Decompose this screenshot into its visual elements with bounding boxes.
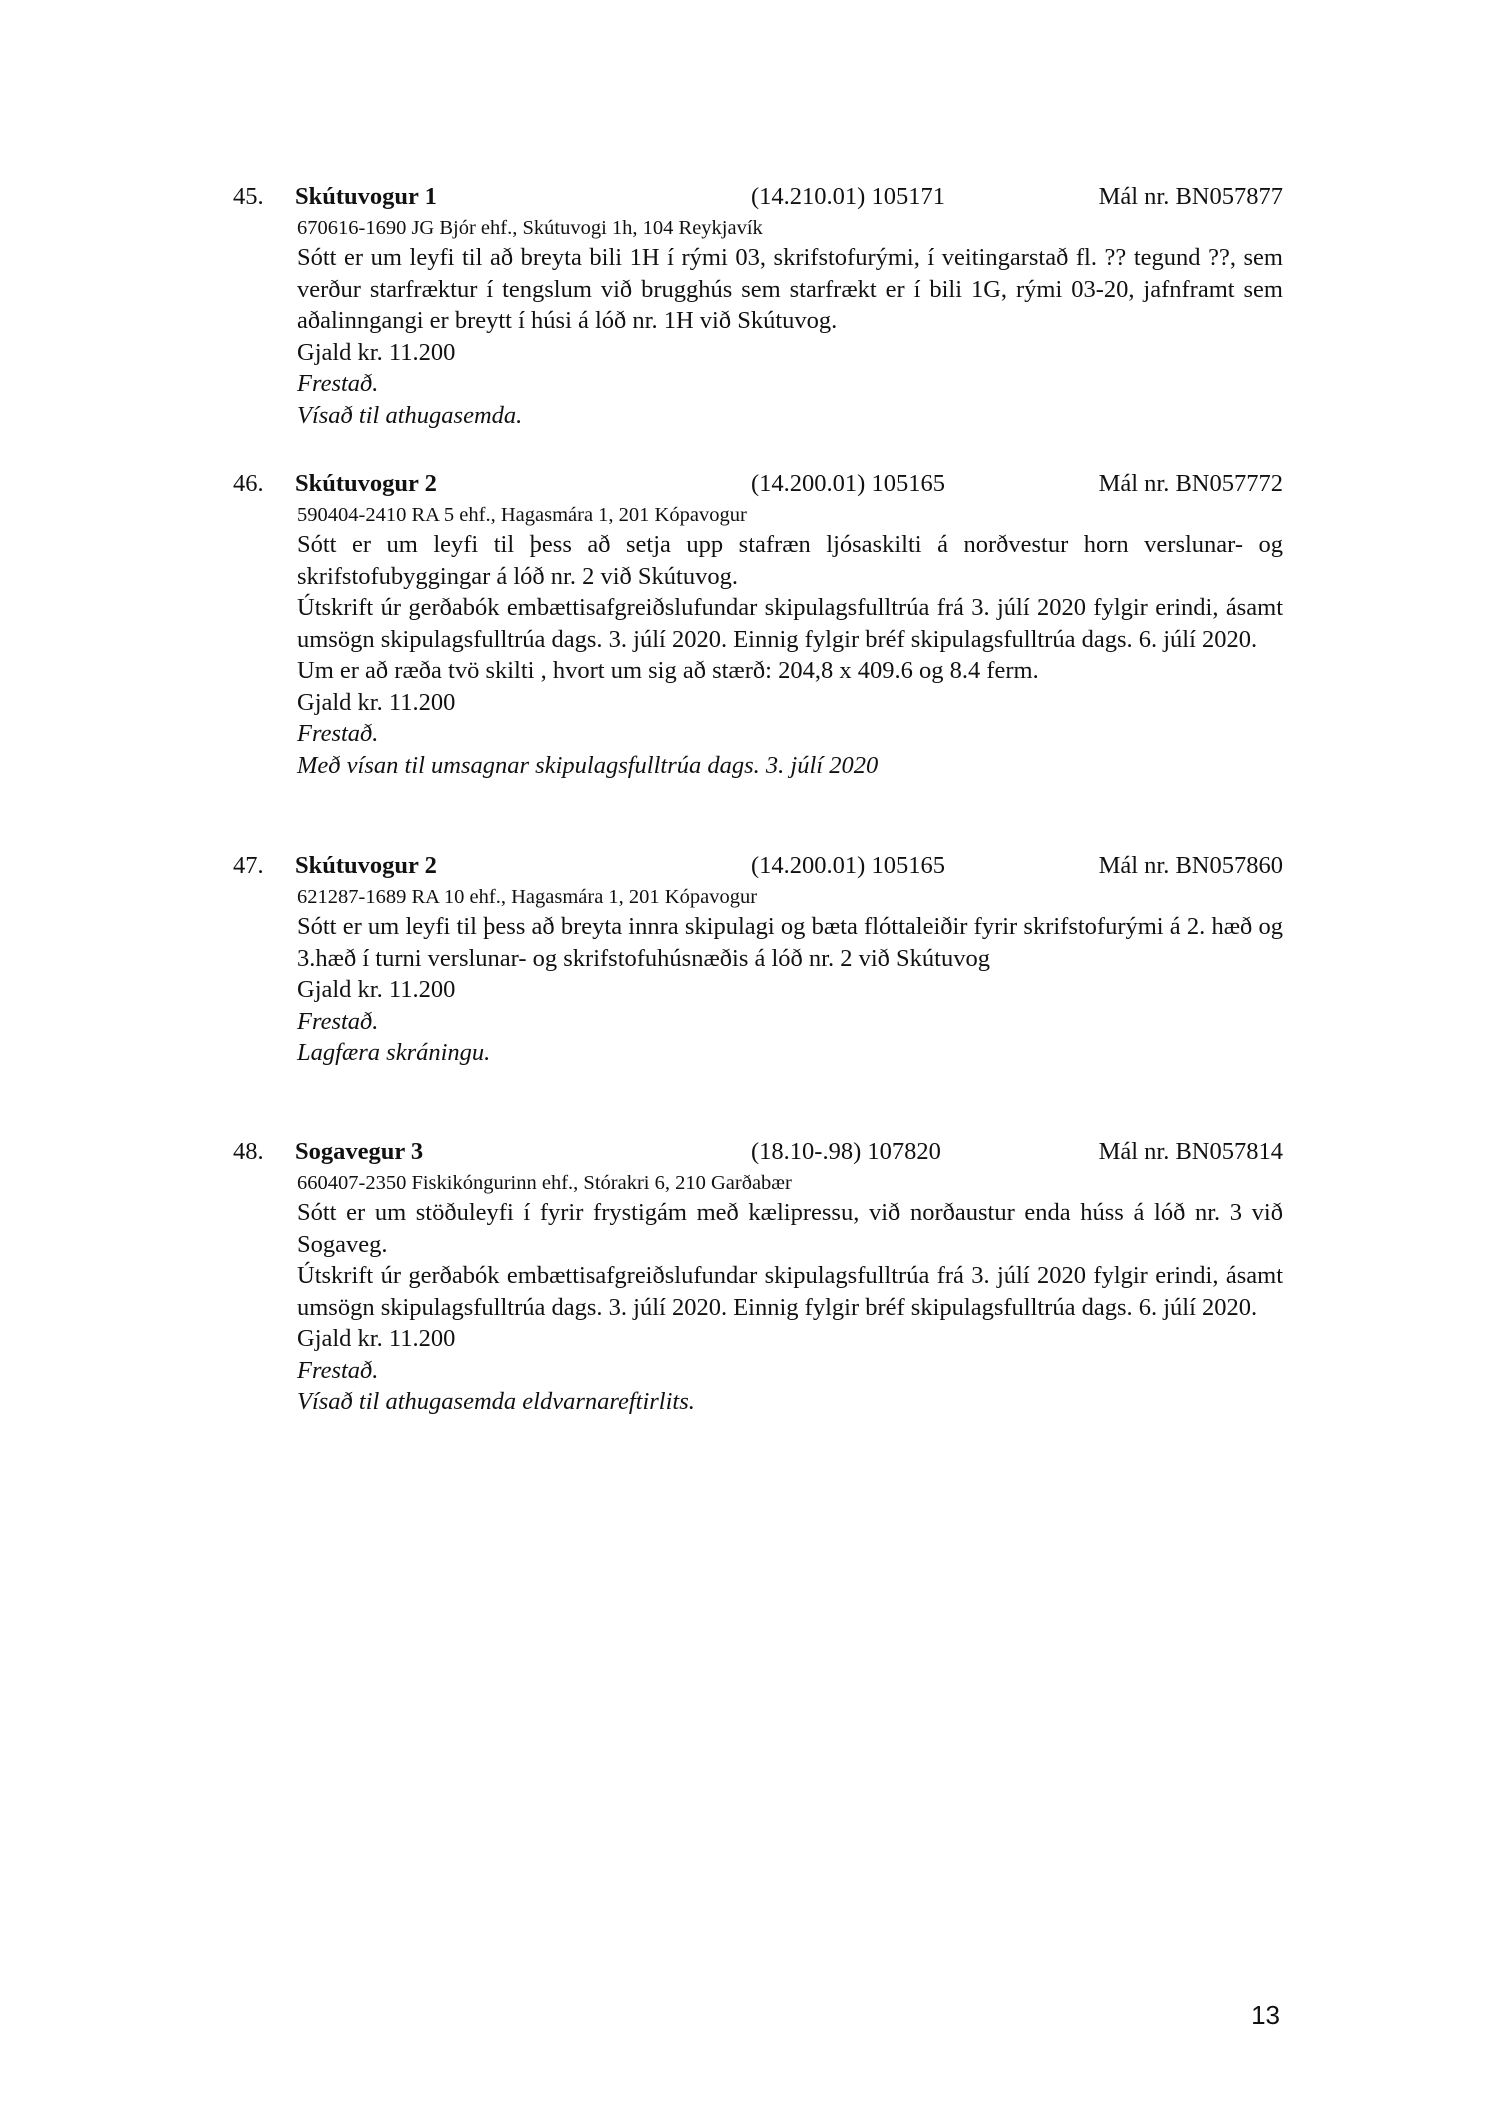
case-number: 47. xyxy=(233,852,264,879)
case-title: Skútuvogur 1 xyxy=(295,183,437,210)
case-decision: Frestað. xyxy=(297,720,379,747)
case-body xyxy=(297,529,1283,781)
case-entry xyxy=(233,849,1283,1069)
case-decision-note: Með vísan til umsagnar skipulagsfulltrúa dags. 3. júlí 2020 xyxy=(297,751,879,779)
case-entry xyxy=(233,467,1283,781)
case-header xyxy=(233,180,1283,214)
case-decision-note: Vísað til athugasemda. xyxy=(297,401,523,429)
case-paragraph: Sótt er um leyfi til þess að setja upp stafræn ljósaskilti á norðvestur horn verslunar- og skrifstofubyggingar á lóð nr. 2 við Skútuvog. xyxy=(297,531,1283,590)
case-decision: Frestað. xyxy=(297,370,379,397)
case-paragraph: Útskrift úr gerðabók embættisafgreiðslufundar skipulagsfulltrúa frá 3. júlí 2020 fylgir erindi, ásamt umsögn skipulagsfulltrúa dags. 3. júlí 2020. Einnig fylgir bréf skipulagsfulltrúa dags. 6. júlí 2020. xyxy=(297,1262,1283,1321)
case-owner: 590404-2410 RA 5 ehf., Hagasmára 1, 201 Kópavogur xyxy=(297,504,747,526)
case-header xyxy=(233,849,1283,883)
case-paragraph: Sótt er um stöðuleyfi í fyrir frystigám með kælipressu, við norðaustur enda húss á lóð nr. 3 við Sogaveg. xyxy=(297,1199,1283,1258)
case-file-number: Mál nr. BN057814 xyxy=(1098,1138,1283,1165)
case-paragraph: Útskrift úr gerðabók embættisafgreiðslufundar skipulagsfulltrúa frá 3. júlí 2020 fylgir erindi, ásamt umsögn skipulagsfulltrúa dags. 3. júlí 2020. Einnig fylgir bréf skipulagsfulltrúa dags. 6. júlí 2020. xyxy=(297,594,1283,653)
case-file-number: Mál nr. BN057877 xyxy=(1098,183,1283,210)
case-owner: 670616-1690 JG Bjór ehf., Skútuvogi 1h, 104 Reykjavík xyxy=(297,217,763,239)
case-land-number: (14.210.01) 105171 xyxy=(751,183,945,210)
case-file-number: Mál nr. BN057860 xyxy=(1098,852,1283,879)
case-land-number: (14.200.01) 105165 xyxy=(751,852,945,879)
case-paragraph: Sótt er um leyfi til að breyta bili 1H í rými 03, skrifstofurými, í veitingarstað fl. ?? tegund ??, sem verður starfræktur í tengslum við brugghús sem starfrækt er í bili 1G, rými 03-20, jafnframt sem aðalinngangi er breytt í húsi á lóð nr. 1H við Skútuvog. xyxy=(297,244,1283,334)
case-header xyxy=(233,1135,1283,1169)
case-decision-note: Vísað til athugasemda eldvarnareftirlits. xyxy=(297,1388,695,1415)
case-fee: Gjald kr. 11.200 xyxy=(297,688,456,716)
case-land-number: (18.10-.98) 107820 xyxy=(751,1138,941,1165)
case-decision: Frestað. xyxy=(297,1007,379,1035)
case-owner: 621287-1689 RA 10 ehf., Hagasmára 1, 201 Kópavogur xyxy=(297,886,758,908)
case-number: 48. xyxy=(233,1138,264,1165)
case-title: Skútuvogur 2 xyxy=(295,470,437,497)
case-owner: 660407-2350 Fiskikóngurinn ehf., Stórakri 6, 210 Garðabær xyxy=(297,1172,792,1194)
case-paragraph: Sótt er um leyfi til þess að breyta innra skipulagi og bæta flóttaleiðir fyrir skrifstofurými á 2. hæð og 3.hæð í turni verslunar- og skrifstofuhúsnæðis á lóð nr. 2 við Skútuvog xyxy=(297,913,1283,972)
case-paragraph: Um er að ræða tvö skilti , hvort um sig að stærð: 204,8 x 409.6 og 8.4 ferm. xyxy=(297,657,1039,684)
case-decision: Frestað. xyxy=(297,1356,379,1384)
page-number: 13 xyxy=(1251,2000,1280,2030)
case-fee: Gjald kr. 11.200 xyxy=(297,338,456,366)
case-body xyxy=(297,911,1283,1069)
case-fee: Gjald kr. 11.200 xyxy=(297,976,456,1003)
case-file-number: Mál nr. BN057772 xyxy=(1098,470,1283,497)
case-title: Skútuvogur 2 xyxy=(295,852,437,879)
case-number: 45. xyxy=(233,183,264,210)
case-entry xyxy=(233,180,1283,431)
case-entry xyxy=(233,1135,1283,1418)
case-title: Sogavegur 3 xyxy=(295,1138,424,1165)
case-body xyxy=(297,1197,1283,1418)
case-decision-note: Lagfæra skráningu. xyxy=(297,1039,491,1066)
case-fee: Gjald kr. 11.200 xyxy=(297,1325,456,1352)
case-number: 46. xyxy=(233,470,264,497)
case-body xyxy=(297,242,1283,431)
case-header xyxy=(233,467,1283,501)
case-land-number: (14.200.01) 105165 xyxy=(751,470,945,497)
